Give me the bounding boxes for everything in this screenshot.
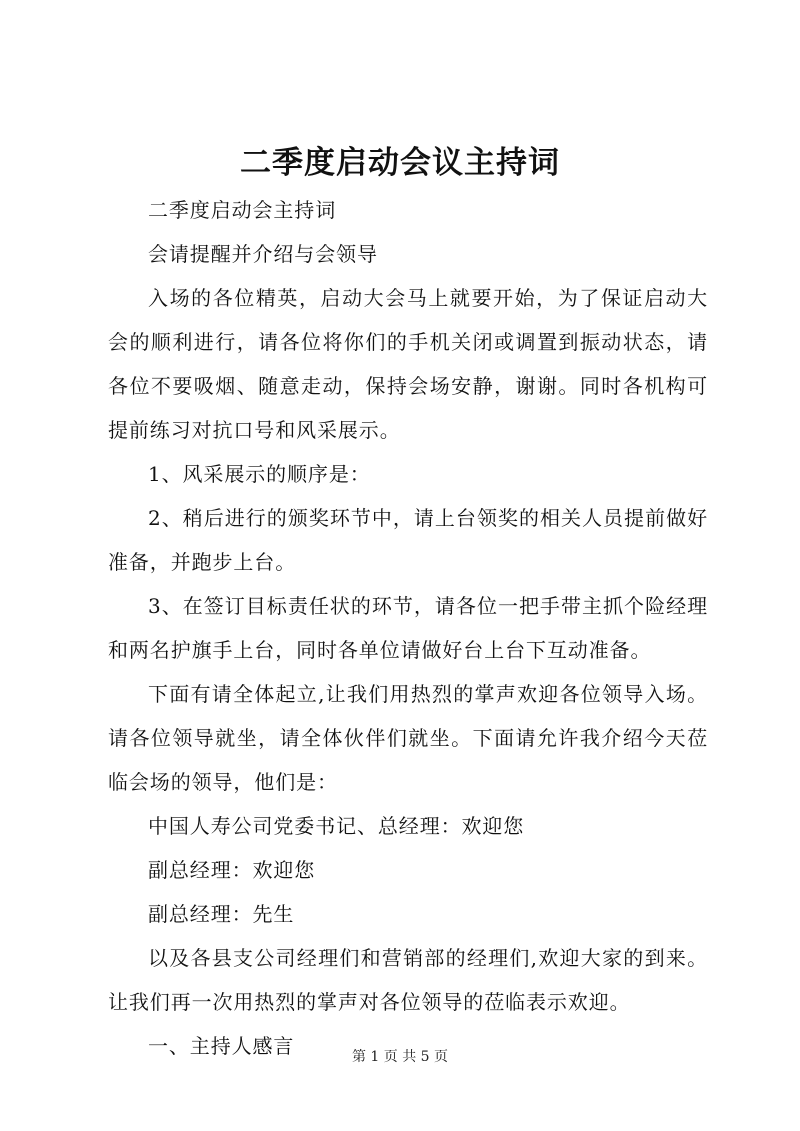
paragraph-leader-2: 副总经理：欢迎您	[148, 858, 316, 882]
document-body	[108, 188, 708, 1068]
paragraph-opening: 入场的各位精英，启动大会马上就要开始，为了保证启动大会的顺利进行，请各位将你们的手机关闭或调置到振动状态，请各位不要吸烟、随意走动，保持会场安静，谢谢。同时各机构可提前练习对抗口号和风采展示。	[108, 286, 708, 442]
paragraph-section-heading: 一、主持人感言	[148, 1034, 295, 1058]
page-number-footer: 第 1 页 共 5 页	[351, 1049, 449, 1065]
paragraph-item-2: 2、稍后进行的颁奖环节中，请上台领奖的相关人员提前做好准备，并跑步上台。	[108, 506, 708, 574]
paragraph-subtitle: 二季度启动会主持词	[148, 198, 337, 222]
paragraph-intro-note: 会请提醒并介绍与会领导	[148, 242, 378, 266]
document-title: 二季度启动会议主持词	[240, 145, 560, 181]
paragraph-item-1: 1、风采展示的顺序是：	[148, 462, 371, 486]
paragraph-welcome-all: 以及各县支公司经理们和营销部的经理们,欢迎大家的到来。让我们再一次用热烈的掌声对各位领导的莅临表示欢迎。	[108, 946, 708, 1014]
paragraph-item-3: 3、在签订目标责任状的环节，请各位一把手带主抓个险经理和两名护旗手上台，同时各单位请做好台上台下互动准备。	[108, 594, 708, 662]
paragraph-leader-1: 中国人寿公司党委书记、总经理：欢迎您	[148, 814, 525, 838]
paragraph-welcome-leaders: 下面有请全体起立,让我们用热烈的掌声欢迎各位领导入场。请各位领导就坐，请全体伙伴们就坐。下面请允许我介绍今天莅临会场的领导，他们是：	[108, 682, 708, 794]
paragraph-leader-3: 副总经理：先生	[148, 902, 295, 926]
